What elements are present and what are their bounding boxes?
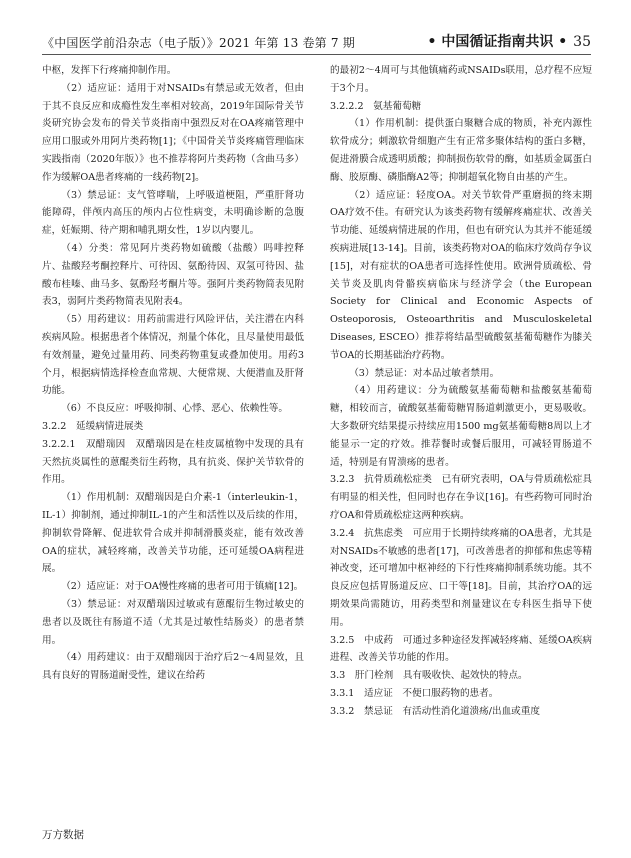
paragraph: 3.2.2 延缓病情进展类 (42, 420, 144, 432)
paragraph: 3.2.2.1 双醋瑞因 双醋瑞因是在桂皮属植物中发现的具有天然抗炎属性的蒽醌类衍生药物，具有抗炎、保护关节软骨的作用。 (42, 438, 304, 486)
section-title: • 中国循证指南共识 • (427, 34, 568, 50)
paragraph: （3）禁忌证：对本品过敏者禁用。 (349, 367, 500, 379)
paragraph: （2）适应证：轻度OA。对关节软骨严重磨损的终末期OA疗效不佳。有研究认为该类药物有缓解疼痛症状、改善关节功能、延缓病情进展的作用，但也有研究认为其并不能延缓疾病进展[13-14]。目前，该类药物对OA的临床疗效尚存争议[15]，对有症状的OA患者可选择性使用。欧洲骨质疏松、骨关节炎及肌肉骨骼疾病临床与经济学会（the European Society for Clinical and Economic Aspects of Osteoporosis, Osteoarthritis and Musculoskeletal Diseases, ESCEO）推荐将结晶型硫酸氨基葡萄糖作为膝关节OA的长期基础治疗药物。 (330, 189, 592, 361)
paragraph: （6）不良反应：呼吸抑制、心悸、恶心、依赖性等。 (61, 403, 288, 415)
paragraph: （4）用药建议：分为硫酸氨基葡萄糖和盐酸氨基葡萄糖，相较而言，硫酸氨基葡萄糖胃肠道刺激更小，更易吸收。大多数研究结果提示持续应用1500 mg氨基葡萄糖8周以上才能显示一定的疗效。推荐餐时或餐后服用，可减轻胃肠道不适，特别是有胃溃疡的患者。 (330, 385, 592, 468)
paragraph: （3）禁忌证：对双醋瑞因过敏或有蒽醌衍生物过敏史的患者以及既往有肠道不适（尤其是过敏性结肠炎）的患者禁用。 (42, 598, 304, 646)
right-column (330, 62, 592, 720)
paragraph: （2）适应证：适用于对NSAIDs有禁忌或无效者，但由于其不良反应和成瘾性发生率相对较高，2019年国际骨关节炎研究协会发布的骨关节炎指南中强烈反对在OA疼痛管理中应用口服或外用阿片类药物[1]；《中国骨关节炎疼痛管理临床实践指南（2020年版）》也不推荐将阿片类药物（含曲马多）作为缓解OA患者疼痛的一线药物[2]。 (42, 82, 304, 183)
footer-watermark: 万方数据 (42, 829, 84, 841)
paragraph: （1）作用机制：双醋瑞因是白介素-1（interleukin-1，IL-1）抑制剂，通过抑制IL-1的产生和活性以及后续的作用，抑制软骨降解、促进软骨合成并抑制滑膜炎症，能有效改善OA的症状，减轻疼痛，改善关节功能，还可延缓OA病程进展。 (42, 492, 304, 575)
page-number: 35 (573, 34, 591, 50)
paragraph: 3.2.4 抗焦虑类 可应用于长期持续疼痛的OA患者，尤其是对NSAIDs不敏感的患者[17]，可改善患者的抑郁和焦虑等精神改变，还可增加中枢神经的下行性疼痛抑制系统功能。其不良反应包括胃肠道反应、口干等[18]。目前，其治疗OA的远期效果尚需随访，用药类型和剂量建议在专科医生指导下使用。 (330, 527, 592, 628)
paragraph: （3）禁忌证：支气管哮喘，上呼吸道梗阻，严重肝肾功能障碍，伴颅内高压的颅内占位性病变，未明确诊断的急腹症，妊娠期、待产期和哺乳期女性，1岁以内婴儿。 (42, 189, 304, 237)
paragraph: 的最初2～4周可与其他镇痛药或NSAIDs联用，总疗程不应短于3个月。 (330, 65, 592, 94)
journal-title: 《中国医学前沿杂志（电子版）》2021 年第 13 卷第 7 期 (42, 36, 355, 50)
paragraph: 3.3 肝门栓剂 具有吸收快、起效快的特点。 (330, 670, 528, 682)
paragraph: 3.2.3 抗骨质疏松症类 已有研究表明，OA与骨质疏松症具有明显的相关性，但同时也存在争议[16]。有些药物可同时治疗OA和骨质疏松症这两种疾病。 (330, 474, 592, 521)
section-label (428, 31, 591, 51)
page-header (0, 28, 631, 54)
left-column (42, 62, 304, 685)
paragraph: 3.2.5 中成药 可通过多种途径发挥减轻疼痛、延缓OA疾病进程、改善关节功能的作用。 (330, 634, 592, 664)
paragraph: （1）作用机制：提供蛋白聚糖合成的物质，补充内源性软骨成分；刺激软骨细胞产生有正常多聚体结构的蛋白多糖，促进滑膜合成透明质酸；抑制损伤软骨的酶，如基质金属蛋白酶、胶原酶、磷脂酶A2等；抑制超氧化物自由基的产生。 (330, 118, 592, 183)
paragraph: 3.2.2.2 氨基葡萄糖 (330, 100, 422, 112)
header-rule (42, 54, 591, 55)
paragraph: 中枢，发挥下行疼痛抑制作用。 (42, 65, 177, 76)
paragraph: （2）适应证：对于OA慢性疼痛的患者可用于镇痛[12]。 (61, 581, 304, 593)
paragraph: （4）用药建议：由于双醋瑞因于治疗后2～4周显效，且具有良好的胃肠道耐受性，建议在给药 (42, 652, 304, 682)
paragraph: 3.3.2 禁忌证 有活动性消化道溃疡/出血或重度 (330, 705, 540, 717)
paragraph: （5）用药建议：用药前需进行风险评估，关注潜在内科疾病风险。根据患者个体情况，剂量个体化，且尽量使用最低有效剂量，避免过量用药、同类药物重复或叠加使用。用药3个月，根据病情选择检查血常规、大便常规、大便潜血及肝肾功能。 (42, 314, 304, 397)
paragraph: 3.3.1 适应证 不便口服药物的患者。 (330, 687, 499, 699)
paragraph: （4）分类：常见阿片类药物如硫酸（盐酸）吗啡控释片、盐酸羟考酮控释片、可待因、氨酚待因、双氢可待因、盐酸布桂嗪、曲马多、氨酚羟考酮片等。强阿片类药物简表见附表3，弱阿片类药物简表见附表4。 (42, 242, 304, 308)
